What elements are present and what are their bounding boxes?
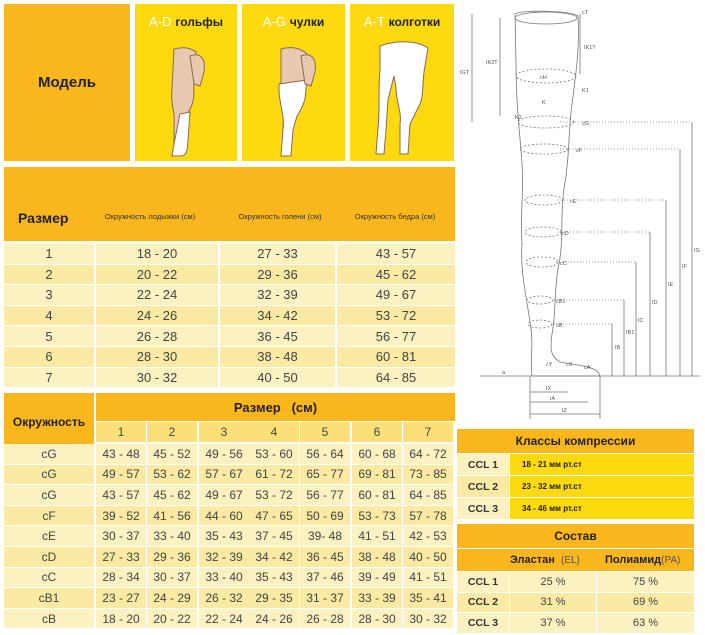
circ-cell: 49 - 56 <box>199 444 249 464</box>
circ-row-name: cE <box>4 526 94 546</box>
dim-label-IK1T: IK1T <box>584 45 596 51</box>
circ-cell: 39- 48 <box>300 526 350 546</box>
dim-label-IB1: IB1 <box>626 330 635 336</box>
dim-label-cF: cF <box>576 148 583 154</box>
model-ag-code: A-G <box>262 14 286 29</box>
col-header-thigh: Окружность бедра (см) <box>354 212 436 221</box>
composition-polyamide-abbr: (PA) <box>661 554 681 566</box>
compression-header <box>457 429 694 453</box>
circ-cell: 53 - 60 <box>249 444 299 464</box>
circ-cell: 36 - 45 <box>300 547 350 567</box>
circ-cell: 35 - 43 <box>199 526 249 546</box>
circ-cell: 29 - 36 <box>147 547 197 567</box>
composition-row-label: CCL 3 <box>457 613 509 633</box>
size-title: Размер <box>18 210 69 226</box>
composition-row-label: CCL 2 <box>457 593 509 613</box>
circ-cell: 69 - 81 <box>352 465 402 485</box>
circ-cell: 37 - 46 <box>300 568 350 588</box>
size-row-thigh: 60 - 81 <box>337 347 455 367</box>
model-label: Модель <box>37 74 97 91</box>
size-row-thigh: 56 - 77 <box>337 326 455 346</box>
dim-label-IC: IC <box>638 318 644 324</box>
model-ag-card <box>242 4 345 161</box>
dim-label-IE: IE <box>668 282 674 288</box>
dim-label-cB1: cB1 <box>556 299 566 305</box>
circ-label: Окружность <box>12 415 86 429</box>
composition-row-label: CCL 1 <box>457 572 509 592</box>
circ-cell: 45 - 52 <box>147 444 197 464</box>
composition-subheader <box>457 549 694 571</box>
circ-cell: 53 - 62 <box>147 465 197 485</box>
composition-row-elastane: 37 % <box>510 613 596 633</box>
circ-cell: 39 - 49 <box>352 568 402 588</box>
circ-cell: 57 - 67 <box>199 465 249 485</box>
size-row-ankle: 24 - 26 <box>96 306 218 326</box>
composition-col1 <box>510 549 580 571</box>
circ-cell: 28 - 34 <box>96 568 146 588</box>
size-row-ankle: 18 - 20 <box>96 244 218 264</box>
circ-row-name: cG <box>4 444 94 464</box>
size-row-calf: 36 - 45 <box>220 326 335 346</box>
size-row-ankle: 22 - 24 <box>96 285 218 305</box>
circ-cell: 41 - 56 <box>147 506 197 526</box>
dim-label-cB: cB <box>556 323 563 329</box>
circ-cell: 64 - 85 <box>403 485 453 505</box>
circ-size-title: Размер (см) <box>233 399 318 415</box>
circ-cell: 56 - 77 <box>300 485 350 505</box>
circ-cell: 30 - 37 <box>147 568 197 588</box>
size-row-calf: 40 - 50 <box>220 368 335 388</box>
circ-cell: 29 - 35 <box>249 588 299 608</box>
circ-cell: 40 - 50 <box>403 547 453 567</box>
dim-label-cC: cC <box>560 261 567 267</box>
circ-cell: 20 - 22 <box>147 609 197 629</box>
circ-cell: 47 - 65 <box>249 506 299 526</box>
compression-class-label: CCL 3 <box>457 498 509 519</box>
compression-class-label: CCL 2 <box>457 476 509 497</box>
compression-class-value: 23 - 32 мм рт.ст <box>510 476 694 497</box>
model-at-caption <box>350 14 454 29</box>
circ-cell: 23 - 27 <box>96 588 146 608</box>
size-row-calf: 34 - 42 <box>220 306 335 326</box>
circ-cell: 60 - 81 <box>352 485 402 505</box>
composition-col2 <box>605 549 680 571</box>
circ-cell: 35 - 41 <box>403 588 453 608</box>
circ-row-name: cF <box>4 506 94 526</box>
circ-row-name: cD <box>4 547 94 567</box>
dim-label-K1: K1 <box>582 88 589 94</box>
size-row-calf: 29 - 36 <box>220 265 335 285</box>
circ-cell: 18 - 20 <box>96 609 146 629</box>
model-ad-code: A-D <box>148 14 172 29</box>
size-row-number: 6 <box>4 347 94 367</box>
circ-size-number: 3 <box>199 422 249 442</box>
size-row-thigh: 64 - 85 <box>337 368 455 388</box>
circ-cell: 49 - 57 <box>96 465 146 485</box>
model-ad-caption <box>135 14 237 29</box>
size-row-calf: 38 - 48 <box>220 347 335 367</box>
circ-cell: 27 - 33 <box>96 547 146 567</box>
circ-row-name: cC <box>4 568 94 588</box>
model-at-name: колготки <box>388 15 441 29</box>
circ-cell: 44 - 60 <box>199 506 249 526</box>
circ-cell: 26 - 32 <box>199 588 249 608</box>
circ-size-number: 2 <box>147 422 197 442</box>
dim-label-cG: cG <box>582 121 590 127</box>
stockings-leg-icon <box>267 44 327 159</box>
dim-label-IA: IA <box>550 396 556 402</box>
circ-label-cell <box>4 393 94 451</box>
size-row-number: 5 <box>4 326 94 346</box>
circ-cell: 53 - 72 <box>249 485 299 505</box>
leg-measurement-diagram <box>460 4 703 424</box>
circ-cell: 65 - 77 <box>300 465 350 485</box>
size-row-thigh: 45 - 62 <box>337 265 455 285</box>
circ-cell: 26 - 28 <box>300 609 350 629</box>
circ-cell: 30 - 37 <box>96 526 146 546</box>
circ-cell: 42 - 53 <box>403 526 453 546</box>
dim-label-IX: IX <box>546 386 552 392</box>
circ-cell: 45 - 62 <box>147 485 197 505</box>
composition-row-elastane: 25 % <box>510 572 596 592</box>
size-row-number: 3 <box>4 285 94 305</box>
circ-cell: 37 - 45 <box>249 526 299 546</box>
circ-cell: 33 - 40 <box>199 568 249 588</box>
dim-label-K2: K2 <box>515 115 522 121</box>
circ-cell: 33 - 39 <box>352 588 402 608</box>
circ-cell: 53 - 73 <box>352 506 402 526</box>
composition-polyamide: Полиамид <box>605 554 662 566</box>
size-row-ankle: 28 - 30 <box>96 347 218 367</box>
model-ad-name: гольфы <box>175 15 223 29</box>
dim-label-K: K <box>542 100 546 106</box>
size-row-thigh: 43 - 57 <box>337 244 455 264</box>
compression-title: Классы компрессии <box>515 434 636 448</box>
size-row-ankle: 20 - 22 <box>96 265 218 285</box>
circ-cell: 39 - 52 <box>96 506 146 526</box>
compression-class-label: CCL 1 <box>457 454 509 475</box>
circ-size-header <box>96 393 455 421</box>
circ-size-number: 4 <box>249 422 299 442</box>
composition-row-elastane: 31 % <box>510 593 596 613</box>
composition-row-polyamide: 63 % <box>597 613 694 633</box>
model-at-card <box>350 4 454 161</box>
circ-cell: 33 - 40 <box>147 526 197 546</box>
circ-cell: 30 - 32 <box>403 609 453 629</box>
composition-row-polyamide: 69 % <box>597 593 694 613</box>
size-row-ankle: 30 - 32 <box>96 368 218 388</box>
circ-cell: 73 - 85 <box>403 465 453 485</box>
circ-cell: 43 - 48 <box>96 444 146 464</box>
circ-cell: 61 - 72 <box>249 465 299 485</box>
model-at-code: A-T <box>363 14 385 29</box>
dim-label-cH: cH <box>540 75 547 81</box>
compression-class-value: 34 - 46 мм рт.ст <box>510 498 694 519</box>
size-row-thigh: 49 - 67 <box>337 285 455 305</box>
dim-label-cT: cT <box>582 10 589 16</box>
dim-label-cA: cA <box>584 365 591 371</box>
composition-elastane-abbr: (EL) <box>560 554 580 566</box>
dim-label-cE: cE <box>570 199 577 205</box>
knee-socks-leg-icon <box>160 44 215 159</box>
circ-size-number: 5 <box>300 422 350 442</box>
circ-row-name: cG <box>4 465 94 485</box>
circ-cell: 24 - 26 <box>249 609 299 629</box>
circ-size-number: 7 <box>403 422 453 442</box>
composition-header <box>457 524 694 548</box>
composition-title: Состав <box>554 529 597 543</box>
dim-label-IB: IB <box>615 345 621 351</box>
dim-label-IK2T: IK2T <box>486 60 498 66</box>
circ-size-number: 1 <box>96 422 146 442</box>
dim-label-IF: IF <box>682 264 687 270</box>
circ-cell: 38 - 48 <box>352 547 402 567</box>
circ-cell: 64 - 72 <box>403 444 453 464</box>
size-row-number: 2 <box>4 265 94 285</box>
model-ag-name: чулки <box>289 15 325 29</box>
circ-size-number: 6 <box>352 422 402 442</box>
circ-cell: 41 - 51 <box>352 526 402 546</box>
model-ag-caption <box>242 14 345 29</box>
size-row-number: 1 <box>4 244 94 264</box>
circ-cell: 32 - 39 <box>199 547 249 567</box>
dim-label-ID: ID <box>652 300 658 306</box>
composition-elastane: Эластан <box>510 554 555 566</box>
dim-label-IZ: IZ <box>562 408 567 414</box>
size-table-header <box>4 167 455 241</box>
composition-row-polyamide: 75 % <box>597 572 694 592</box>
col-header-calf: Окружность голени (см) <box>238 212 322 221</box>
model-ad-card <box>135 4 237 161</box>
circ-row-name: cB1 <box>4 588 94 608</box>
size-row-ankle: 26 - 28 <box>96 326 218 346</box>
circ-cell: 43 - 57 <box>96 485 146 505</box>
circ-cell: 49 - 67 <box>199 485 249 505</box>
compression-class-value: 18 - 21 мм рт.ст <box>510 454 694 475</box>
dim-label-cY: cY <box>546 362 553 368</box>
circ-cell: 60 - 68 <box>352 444 402 464</box>
dim-label-IGT: IGT <box>460 70 470 76</box>
dim-label-cX: cX <box>566 362 573 368</box>
circ-row-name: cB <box>4 609 94 629</box>
col-header-ankle: Окружность лодыжки (см) <box>104 212 196 221</box>
circ-cell: 28 - 30 <box>352 609 402 629</box>
dim-label-a: a <box>502 370 506 376</box>
circ-cell: 24 - 29 <box>147 588 197 608</box>
circ-cell: 35 - 43 <box>249 568 299 588</box>
size-row-number: 7 <box>4 368 94 388</box>
circ-cell: 50 - 69 <box>300 506 350 526</box>
circ-cell: 57 - 78 <box>403 506 453 526</box>
circ-cell: 56 - 64 <box>300 444 350 464</box>
circ-cell: 41 - 51 <box>403 568 453 588</box>
circ-cell: 31 - 37 <box>300 588 350 608</box>
model-header-cell <box>4 4 130 161</box>
size-row-thigh: 53 - 72 <box>337 306 455 326</box>
dim-label-cD: cD <box>562 231 569 237</box>
dim-label-IG: IG <box>694 248 700 254</box>
circ-row-name: cG <box>4 485 94 505</box>
size-row-number: 4 <box>4 306 94 326</box>
tights-leg-icon <box>372 40 436 158</box>
size-row-calf: 32 - 39 <box>220 285 335 305</box>
size-row-calf: 27 - 33 <box>220 244 335 264</box>
circ-cell: 22 - 24 <box>199 609 249 629</box>
circ-cell: 34 - 42 <box>249 547 299 567</box>
